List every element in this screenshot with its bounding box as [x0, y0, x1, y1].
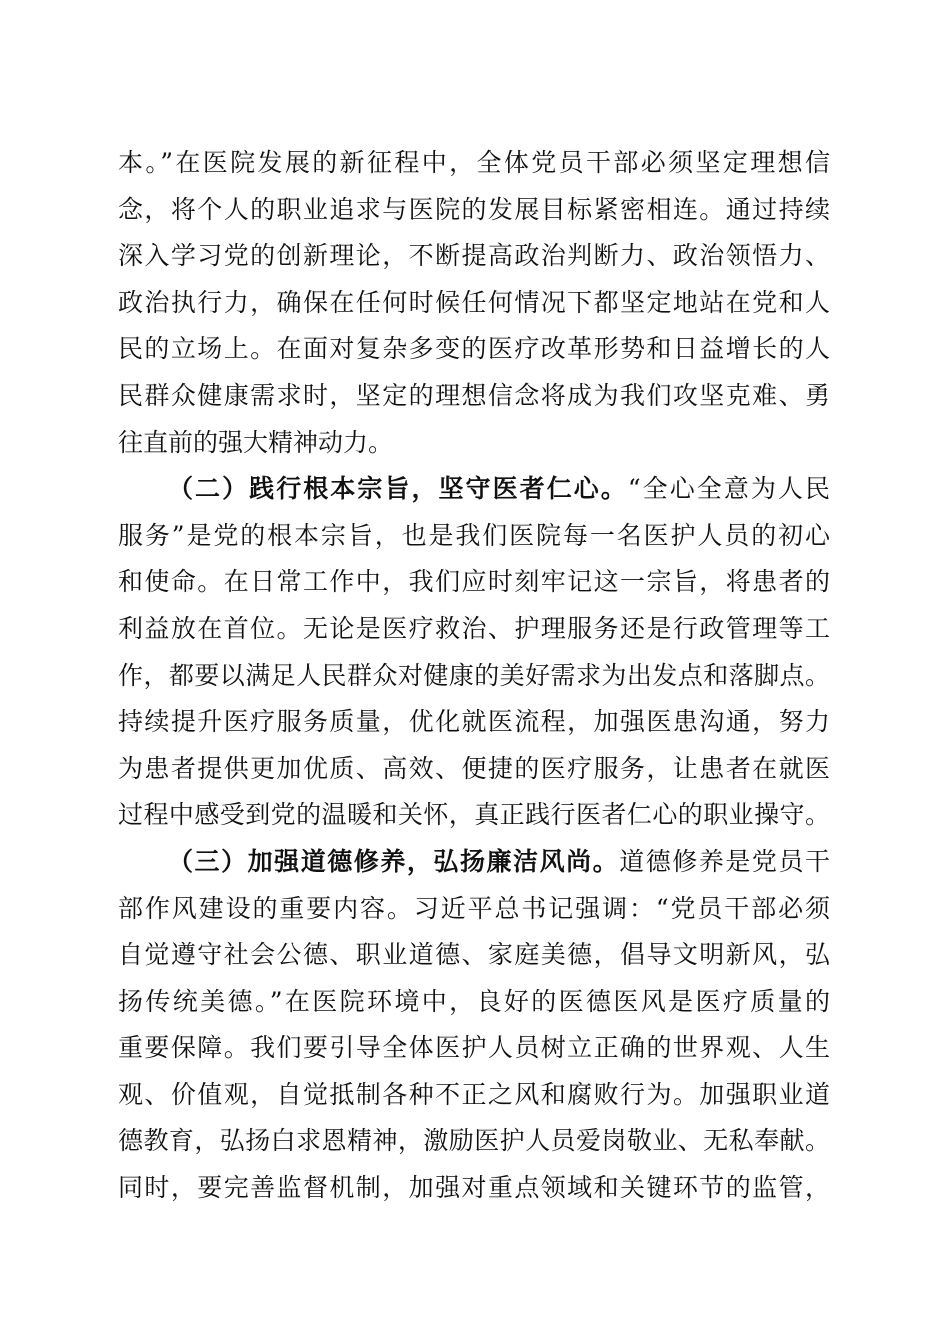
text-line: 政治执行力，确保在任何时候任何情况下都坚定地站在党和人: [118, 287, 830, 317]
text-line: 观、价值观，自觉抵制各种不正之风和腐败行为。加强职业道: [118, 1079, 830, 1109]
text-line: 服务”是党的根本宗旨，也是我们医院每一名医护人员的初心: [118, 520, 830, 550]
text-line: 部作风建设的重要内容。习近平总书记强调：“党员干部必须: [118, 893, 830, 923]
section-text: “全心全意为人民: [627, 474, 830, 504]
text-line: 本。”在医院发展的新征程中，全体党员干部必须坚定理想信: [118, 148, 830, 177]
text-line: 过程中感受到党的温暖和关怀，真正践行医者仁心的职业操守。: [118, 800, 830, 830]
text-line: 念，将个人的职业追求与医院的发展目标紧密相连。通过持续: [118, 194, 830, 224]
section-heading-line: [118, 839, 830, 886]
section-heading: （二）践行根本宗旨，坚守医者仁心。: [168, 474, 628, 504]
text-line: 往直前的强大精神动力。: [118, 427, 394, 457]
section-heading-line: [118, 466, 830, 513]
text-line: 民的立场上。在面对复杂多变的医疗改革形势和日益增长的人: [118, 334, 830, 364]
text-line: 同时，要完善监督机制，加强对重点领域和关键环节的监管，: [118, 1173, 830, 1203]
text-line: 为患者提供更加优质、高效、便捷的医疗服务，让患者在就医: [118, 753, 830, 783]
text-line: 深入学习党的创新理论，不断提高政治判断力、政治领悟力、: [118, 241, 830, 271]
text-line: 作，都要以满足人民群众对健康的美好需求为出发点和落脚点。: [118, 660, 830, 690]
text-line: 德教育，弘扬白求恩精神，激励医护人员爱岗敬业、无私奉献。: [118, 1126, 830, 1156]
text-line: 持续提升医疗服务质量，优化就医流程，加强医患沟通，努力: [118, 707, 830, 737]
text-line: 扬传统美德。”在医院环境中，良好的医德医风是医疗质量的: [118, 986, 830, 1016]
text-line: 民群众健康需求时，坚定的理想信念将成为我们攻坚克难、勇: [118, 380, 830, 410]
section-heading: （三）加强道德修养，弘扬廉洁风尚。: [168, 846, 620, 876]
text-line: 重要保障。我们要引导全体医护人员树立正确的世界观、人生: [118, 1033, 830, 1063]
section-text: 道德修养是党员干: [619, 846, 830, 876]
text-line: 和使命。在日常工作中，我们应时刻牢记这一宗旨，将患者的: [118, 567, 830, 597]
text-line: 自觉遵守社会公德、职业道德、家庭美德，倡导文明新风，弘: [118, 940, 830, 970]
body-text: [118, 140, 830, 1212]
text-line: 利益放在首位。无论是医疗救治、护理服务还是行政管理等工: [118, 613, 830, 643]
